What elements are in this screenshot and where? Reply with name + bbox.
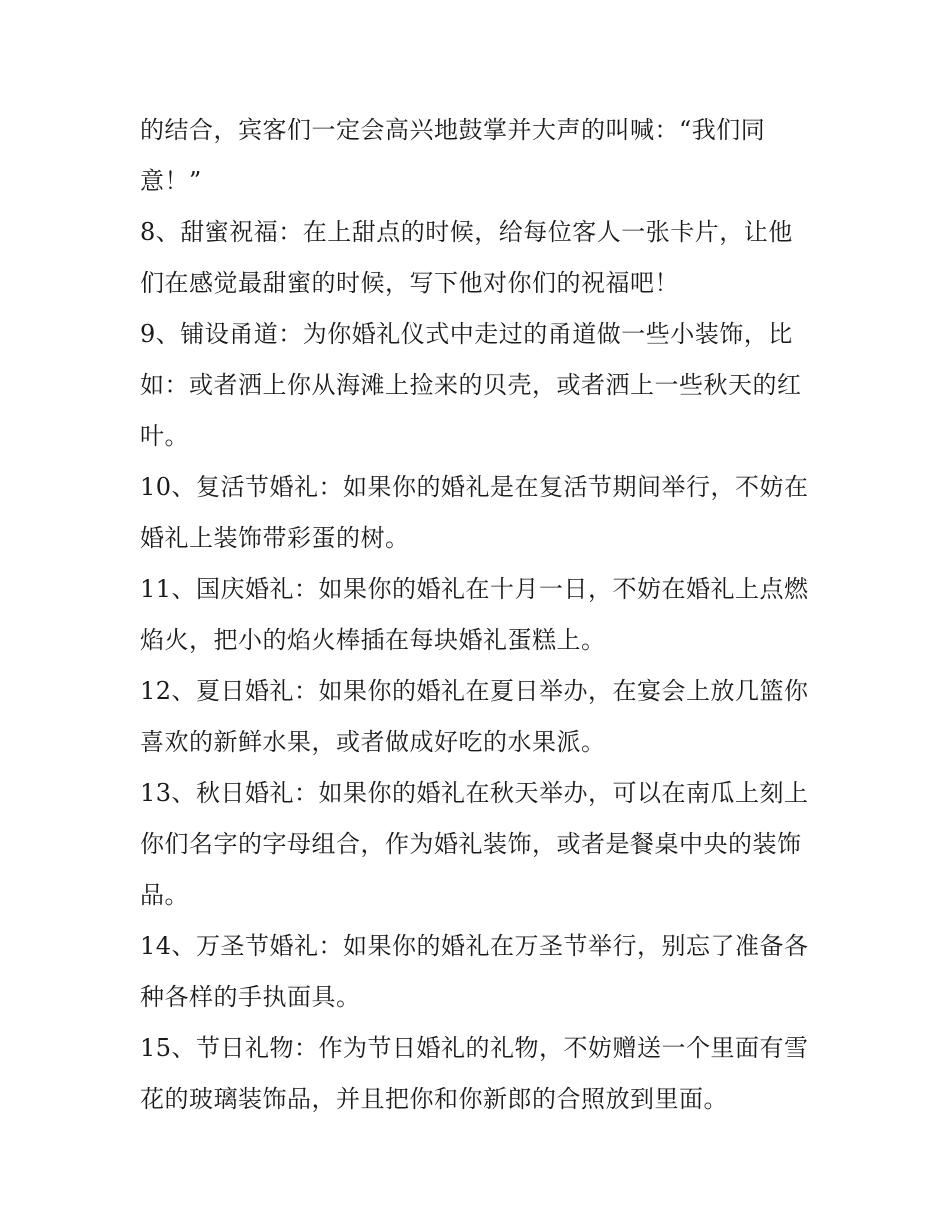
document-body [140,105,820,1125]
text-line: 10、复活节婚礼：如果你的婚礼是在复活节期间举行，不妨在 [140,473,809,501]
text-line: 焰火，把小的焰火棒插在每块婚礼蛋糕上。 [140,626,606,654]
text-line: 15、节日礼物：作为节日婚礼的礼物，不妨赠送一个里面有雪 [140,1034,809,1062]
text-line: 们在感觉最甜蜜的时候，写下他对你们的祝福吧！ [140,269,679,297]
text-line: 种各样的手执面具。 [140,983,361,1011]
text-line: 14、万圣节婚礼：如果你的婚礼在万圣节举行，别忘了准备各 [140,932,809,960]
text-line: 意！” [140,167,202,195]
text-line: 9、铺设甬道：为你婚礼仪式中走过的甬道做一些小装饰，比 [140,320,793,348]
text-line: 花的玻璃装饰品，并且把你和你新郎的合照放到里面。 [140,1085,728,1113]
text-line: 品。 [140,881,189,909]
text-line: 你们名字的字母组合，作为婚礼装饰，或者是餐桌中央的装饰 [140,830,802,858]
text-line: 11、国庆婚礼：如果你的婚礼在十月一日，不妨在婚礼上点燃 [140,575,809,603]
text-line: 如：或者洒上你从海滩上捡来的贝壳，或者洒上一些秋天的红 [140,371,802,399]
text-line: 婚礼上装饰带彩蛋的树。 [140,524,410,552]
text-line: 喜欢的新鲜水果，或者做成好吃的水果派。 [140,728,606,756]
text-line: 的结合，宾客们一定会高兴地鼓掌并大声的叫喊：“我们同 [140,116,766,144]
text-line: 13、秋日婚礼：如果你的婚礼在秋天举办，可以在南瓜上刻上 [140,779,809,807]
text-line: 叶。 [140,422,189,450]
text-line: 12、夏日婚礼：如果你的婚礼在夏日举办，在宴会上放几篮你 [140,677,809,705]
text-line: 8、甜蜜祝福：在上甜点的时候，给每位客人一张卡片，让他 [140,218,793,246]
